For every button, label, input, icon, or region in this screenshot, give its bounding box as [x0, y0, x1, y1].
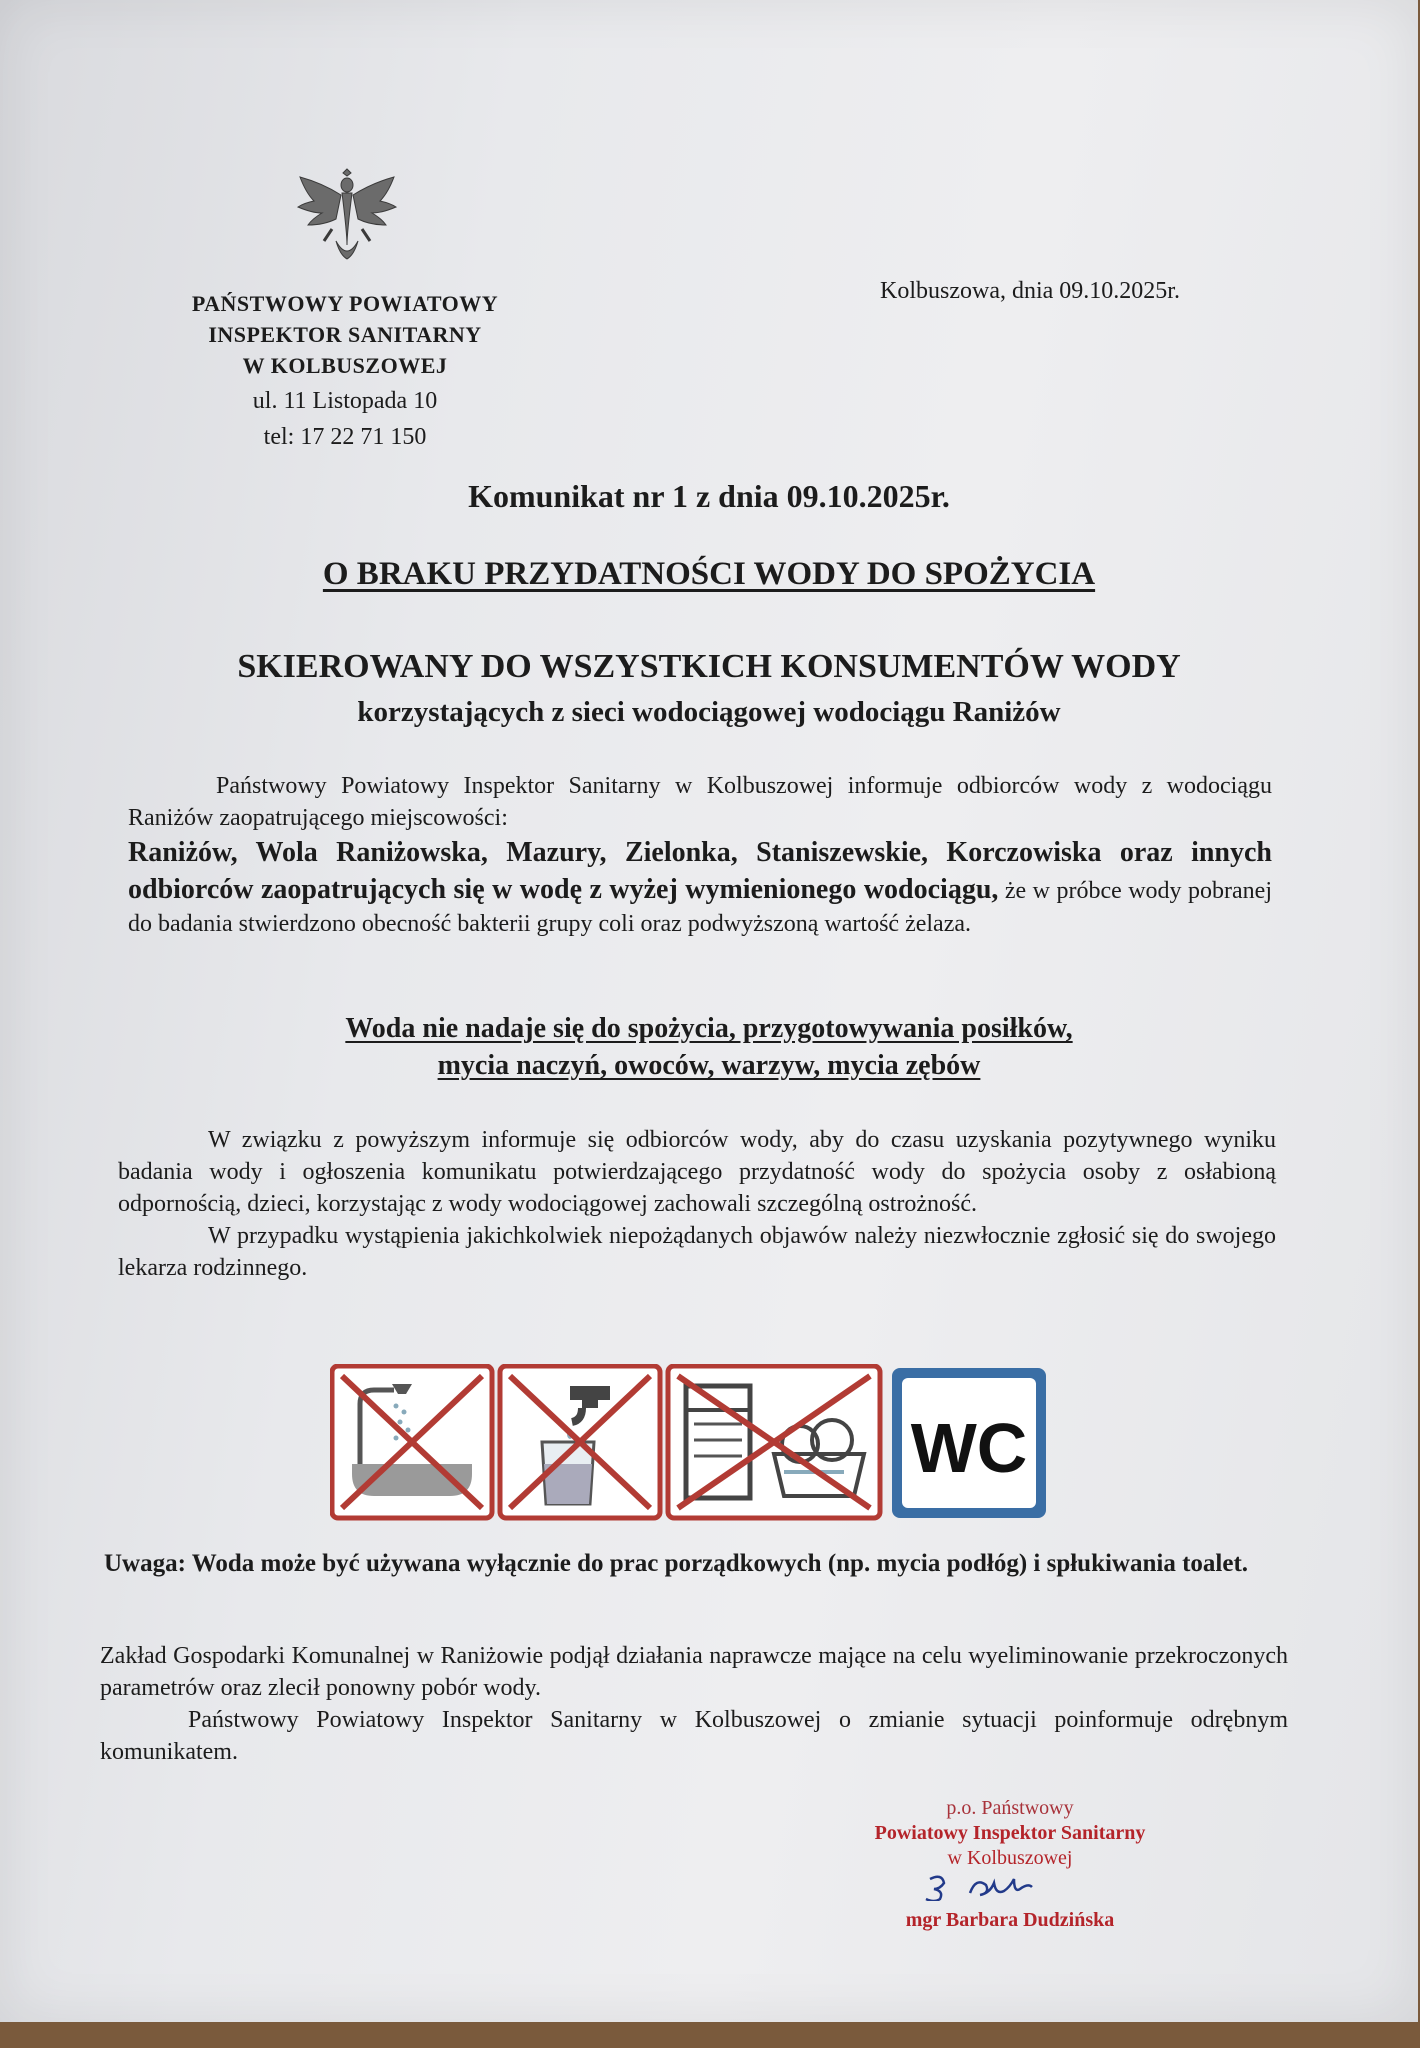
issuer-address: ul. 11 Listopada 10 [252, 388, 438, 414]
issuer-phone: tel: 17 22 71 150 [263, 424, 427, 450]
issuer-line-1: PAŃSTWOWY POWIATOWY [191, 291, 499, 316]
paragraph-remediation [100, 1640, 1288, 1768]
pictogram-row [330, 1364, 1050, 1522]
dishwashing-icon [668, 1366, 880, 1518]
issuer-line-3: W KOLBUSZOWEJ [242, 353, 448, 378]
handwritten-signature-icon [910, 1871, 1110, 1901]
paragraph-advice [118, 1124, 1276, 1284]
bathtub-icon [332, 1366, 492, 1518]
stamp-line-3: w Kolbuszowej [947, 1847, 1073, 1869]
eagle-emblem-icon [292, 163, 402, 269]
remediation-actions: Zakład Gospodarki Komunalnej w Raniżowie podjął działania naprawcze mające na celu wyeliminowanie przekroczonych parametrów oraz zlecił ponowny pobór wody. [100, 1643, 1288, 1701]
warning-block [0, 1010, 1418, 1084]
wc-label: WC [910, 1409, 1028, 1487]
warning-line-2: mycia naczyń, owoców, warzyw, mycia zębów [437, 1050, 981, 1081]
signature-stamp [860, 1796, 1160, 1933]
headline: O BRAKU PRZYDATNOŚCI WODY DO SPOŻYCIA [322, 556, 1096, 592]
wc-icon [892, 1368, 1046, 1518]
warning-line-1: Woda nie nadaje się do spożycia, przygotowywania posiłków, [345, 1013, 1073, 1044]
advice-caution: W związku z powyższym informuje się odbiorców wody, aby do czasu uzyskania pozytywnego wyniku badania wody i ogłoszenia komunikatu potwierdzającego przydatność wody do spożycia osoby z osłabioną odpornością, dzieci, korzystając z wody wodociągowej zachowali szczególną ostrożność. [118, 1127, 1276, 1217]
communique-number: Komunikat nr 1 z dnia 09.10.2025r. [468, 478, 950, 514]
paragraph-notice [128, 770, 1272, 940]
place-date: Kolbuszowa, dnia 09.10.2025r. [880, 278, 1180, 304]
signatory-name: mgr Barbara Dudzińska [905, 1909, 1115, 1931]
advice-doctor: W przypadku wystąpienia jakichkolwiek niepożądanych objawów należy niezwłocznie zgłosić się do swojego lekarza rodzinnego. [118, 1223, 1276, 1281]
addressee-subheading: korzystających z sieci wodociągowej wodociągu Raniżów [357, 696, 1061, 728]
issuer-line-2: INSPEKTOR SANITARNY [208, 322, 482, 347]
notice-intro: Państwowy Powiatowy Inspektor Sanitarny w Kolbuszowej informuje odbiorców wody z wodociągu Raniżów zaopatrującego miejscowości: [128, 773, 1272, 831]
addressee-heading: SKIEROWANY DO WSZYSTKICH KONSUMENTÓW WODY [237, 648, 1181, 685]
notice-finding: że w próbce wody pobranej do badania stwierdzono obecność bakterii grupy coli oraz podwyższoną wartość żelaza. [128, 878, 1272, 937]
notice-places: Raniżów, Wola Raniżowska, Mazury, Zielonka, Staniszewskie, Korczowiska oraz innych odbiorców zaopatrujących się w wodę z wyżej wymienionego wodociągu, [128, 837, 1272, 905]
issuer-block [160, 288, 530, 453]
remediation-followup: Państwowy Powiatowy Inspektor Sanitarny w Kolbuszowej o zmianie sytuacji poinformuje odrębnym komunikatem. [100, 1707, 1288, 1765]
usage-note: Uwaga: Woda może być używana wyłącznie do prac porządkowych (np. mycia podłóg) i spłukiwania toalet. [104, 1550, 1249, 1577]
tap-water-icon [500, 1366, 660, 1518]
stamp-line-2: Powiatowy Inspektor Sanitarny [874, 1822, 1146, 1844]
stamp-line-1: p.o. Państwowy [946, 1797, 1074, 1819]
